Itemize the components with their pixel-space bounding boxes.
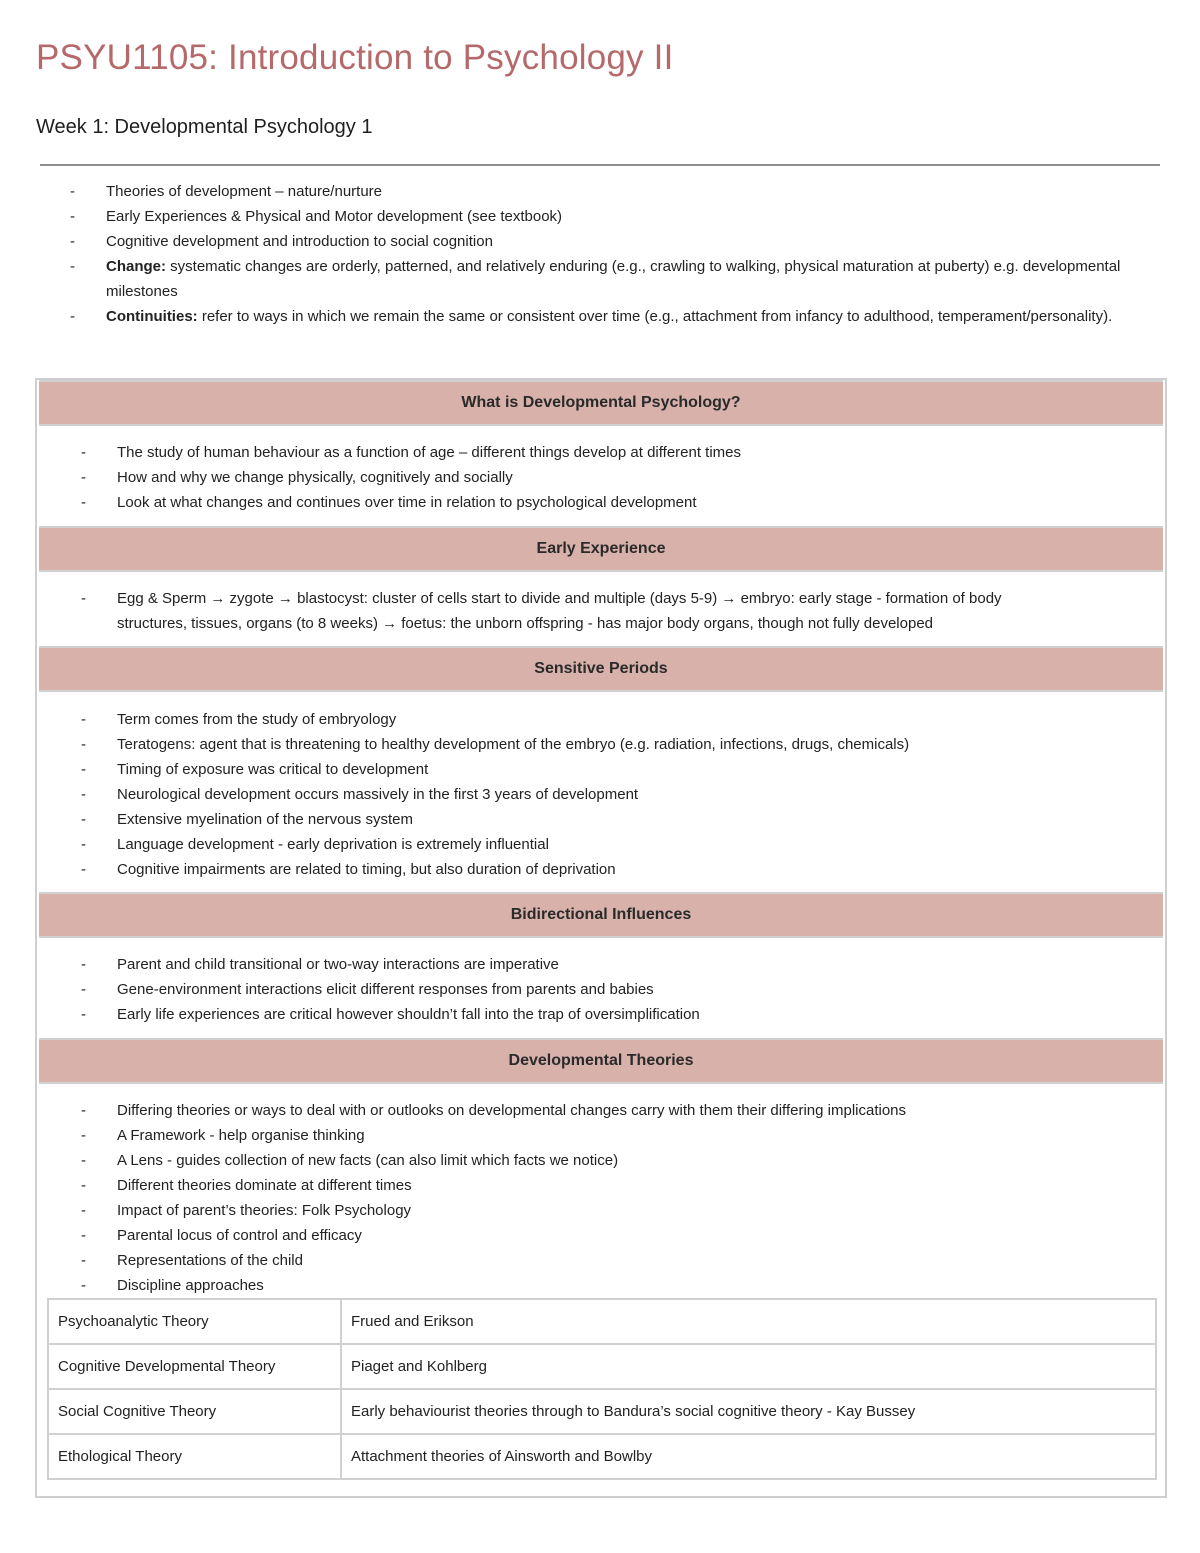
list-item: - Teratogens: agent that is threatening to healthy development of the embryo (e.g. radiation, infections, drugs, chemicals) [81,732,1141,757]
list-item: - A Framework - help organise thinking [81,1123,1141,1148]
dash-bullet: - [81,494,86,511]
list-item: - Parent and child transitional or two-way interactions are imperative [81,952,1141,977]
list-item: - Representations of the child [81,1248,1141,1273]
dash-bullet: - [81,811,86,828]
theory-name-cell: Cognitive Developmental Theory [48,1344,341,1389]
dash-bullet: - [81,1252,86,1269]
dash-bullet: - [81,861,86,878]
section-heading: Developmental Theories [39,1038,1163,1084]
table-row [48,1434,1156,1479]
section-heading: What is Developmental Psychology? [39,380,1163,426]
dash-bullet: - [81,590,86,607]
list-item: - Look at what changes and continues over time in relation to psychological development [81,490,1141,515]
dash-bullet: - [81,469,86,486]
dash-bullet: - [81,736,86,753]
dash-bullet: - [81,836,86,853]
list-item: - How and why we change physically, cognitively and socially [81,465,1141,490]
list-item: - Discipline approaches [81,1273,1141,1298]
list-item: - A Lens - guides collection of new facts (can also limit which facts we notice) [81,1148,1141,1173]
dash-bullet: - [81,761,86,778]
dash-bullet: - [81,1227,86,1244]
dash-bullet: - [70,208,75,225]
list-item: - Gene-environment interactions elicit different responses from parents and babies [81,977,1141,1002]
notes-table [35,378,1167,1498]
table-row [48,1344,1156,1389]
section-heading: Sensitive Periods [39,646,1163,692]
table-row [48,1389,1156,1434]
dash-bullet: - [81,1102,86,1119]
dash-bullet: - [81,981,86,998]
dash-bullet: - [81,1006,86,1023]
section-list [81,440,1141,515]
list-item: - Differing theories or ways to deal with or outlooks on developmental changes carry with them their differing implications [81,1098,1141,1123]
term-change: Change: [106,258,166,275]
section-list [81,586,1141,636]
dash-bullet: - [81,1127,86,1144]
dash-bullet: - [81,1152,86,1169]
list-item-continuation: structures, tissues, organs (to 8 weeks) → foetus: the unborn offspring - has major body organs, though not fully developed [117,615,934,632]
theories-table [47,1298,1157,1480]
horizontal-divider [40,164,1160,166]
theorists-cell: Attachment theories of Ainsworth and Bowlby [341,1434,1156,1479]
table-row [48,1299,1156,1344]
theory-name-cell: Psychoanalytic Theory [48,1299,341,1344]
dash-bullet: - [70,308,75,325]
list-item: - Timing of exposure was critical to development [81,757,1141,782]
theory-name-cell: Ethological Theory [48,1434,341,1479]
dash-bullet: - [81,1277,86,1294]
list-item: - Cognitive impairments are related to timing, but also duration of deprivation [81,857,1141,882]
list-item: - Parental locus of control and efficacy [81,1223,1141,1248]
dash-bullet: - [81,1202,86,1219]
list-item: - Term comes from the study of embryology [81,707,1141,732]
dash-bullet: - [81,1177,86,1194]
list-item: - Neurological development occurs massively in the first 3 years of development [81,782,1141,807]
dash-bullet: - [81,956,86,973]
list-item: - Early Experiences & Physical and Motor development (see textbook) [70,204,1130,229]
section-list [81,1098,1141,1298]
term-continuities: Continuities: [106,308,198,325]
list-item: - Early life experiences are critical however shouldn’t fall into the trap of oversimplification [81,1002,1141,1027]
list-item: - Change: systematic changes are orderly, patterned, and relatively enduring (e.g., crawling to walking, physical maturation at puberty) e.g. developmental milestones [70,254,1130,304]
list-item: - Theories of development – nature/nurture [70,179,1130,204]
week-heading: Week 1: Developmental Psychology 1 [36,116,373,138]
dash-bullet: - [70,233,75,250]
page-title: PSYU1105: Introduction to Psychology II [36,38,674,77]
dash-bullet: - [81,444,86,461]
list-item: - The study of human behaviour as a function of age – different things develop at different times [81,440,1141,465]
list-item: - Continuities: refer to ways in which we remain the same or consistent over time (e.g., attachment from infancy to adulthood, temperament/personality). [70,304,1130,329]
section-heading: Early Experience [39,526,1163,572]
section-list [81,707,1141,882]
theorists-cell: Piaget and Kohlberg [341,1344,1156,1389]
theorists-cell: Early behaviourist theories through to Bandura’s social cognitive theory - Kay Bussey [341,1389,1156,1434]
list-item: - Extensive myelination of the nervous system [81,807,1141,832]
list-item: - Egg & Sperm → zygote → blastocyst: cluster of cells start to divide and multiple (days 5-9) → embryo: early stage - formation of body [81,586,1141,611]
dash-bullet: - [81,711,86,728]
theory-name-cell: Social Cognitive Theory [48,1389,341,1434]
intro-list [70,179,1130,329]
dash-bullet: - [70,183,75,200]
section-list [81,952,1141,1027]
list-item: - Language development - early deprivation is extremely influential [81,832,1141,857]
dash-bullet: - [70,258,75,275]
list-item: - Different theories dominate at different times [81,1173,1141,1198]
section-heading: Bidirectional Influences [39,892,1163,938]
dash-bullet: - [81,786,86,803]
list-item: - Cognitive development and introduction to social cognition [70,229,1130,254]
theorists-cell: Frued and Erikson [341,1299,1156,1344]
list-item: - Impact of parent’s theories: Folk Psychology [81,1198,1141,1223]
